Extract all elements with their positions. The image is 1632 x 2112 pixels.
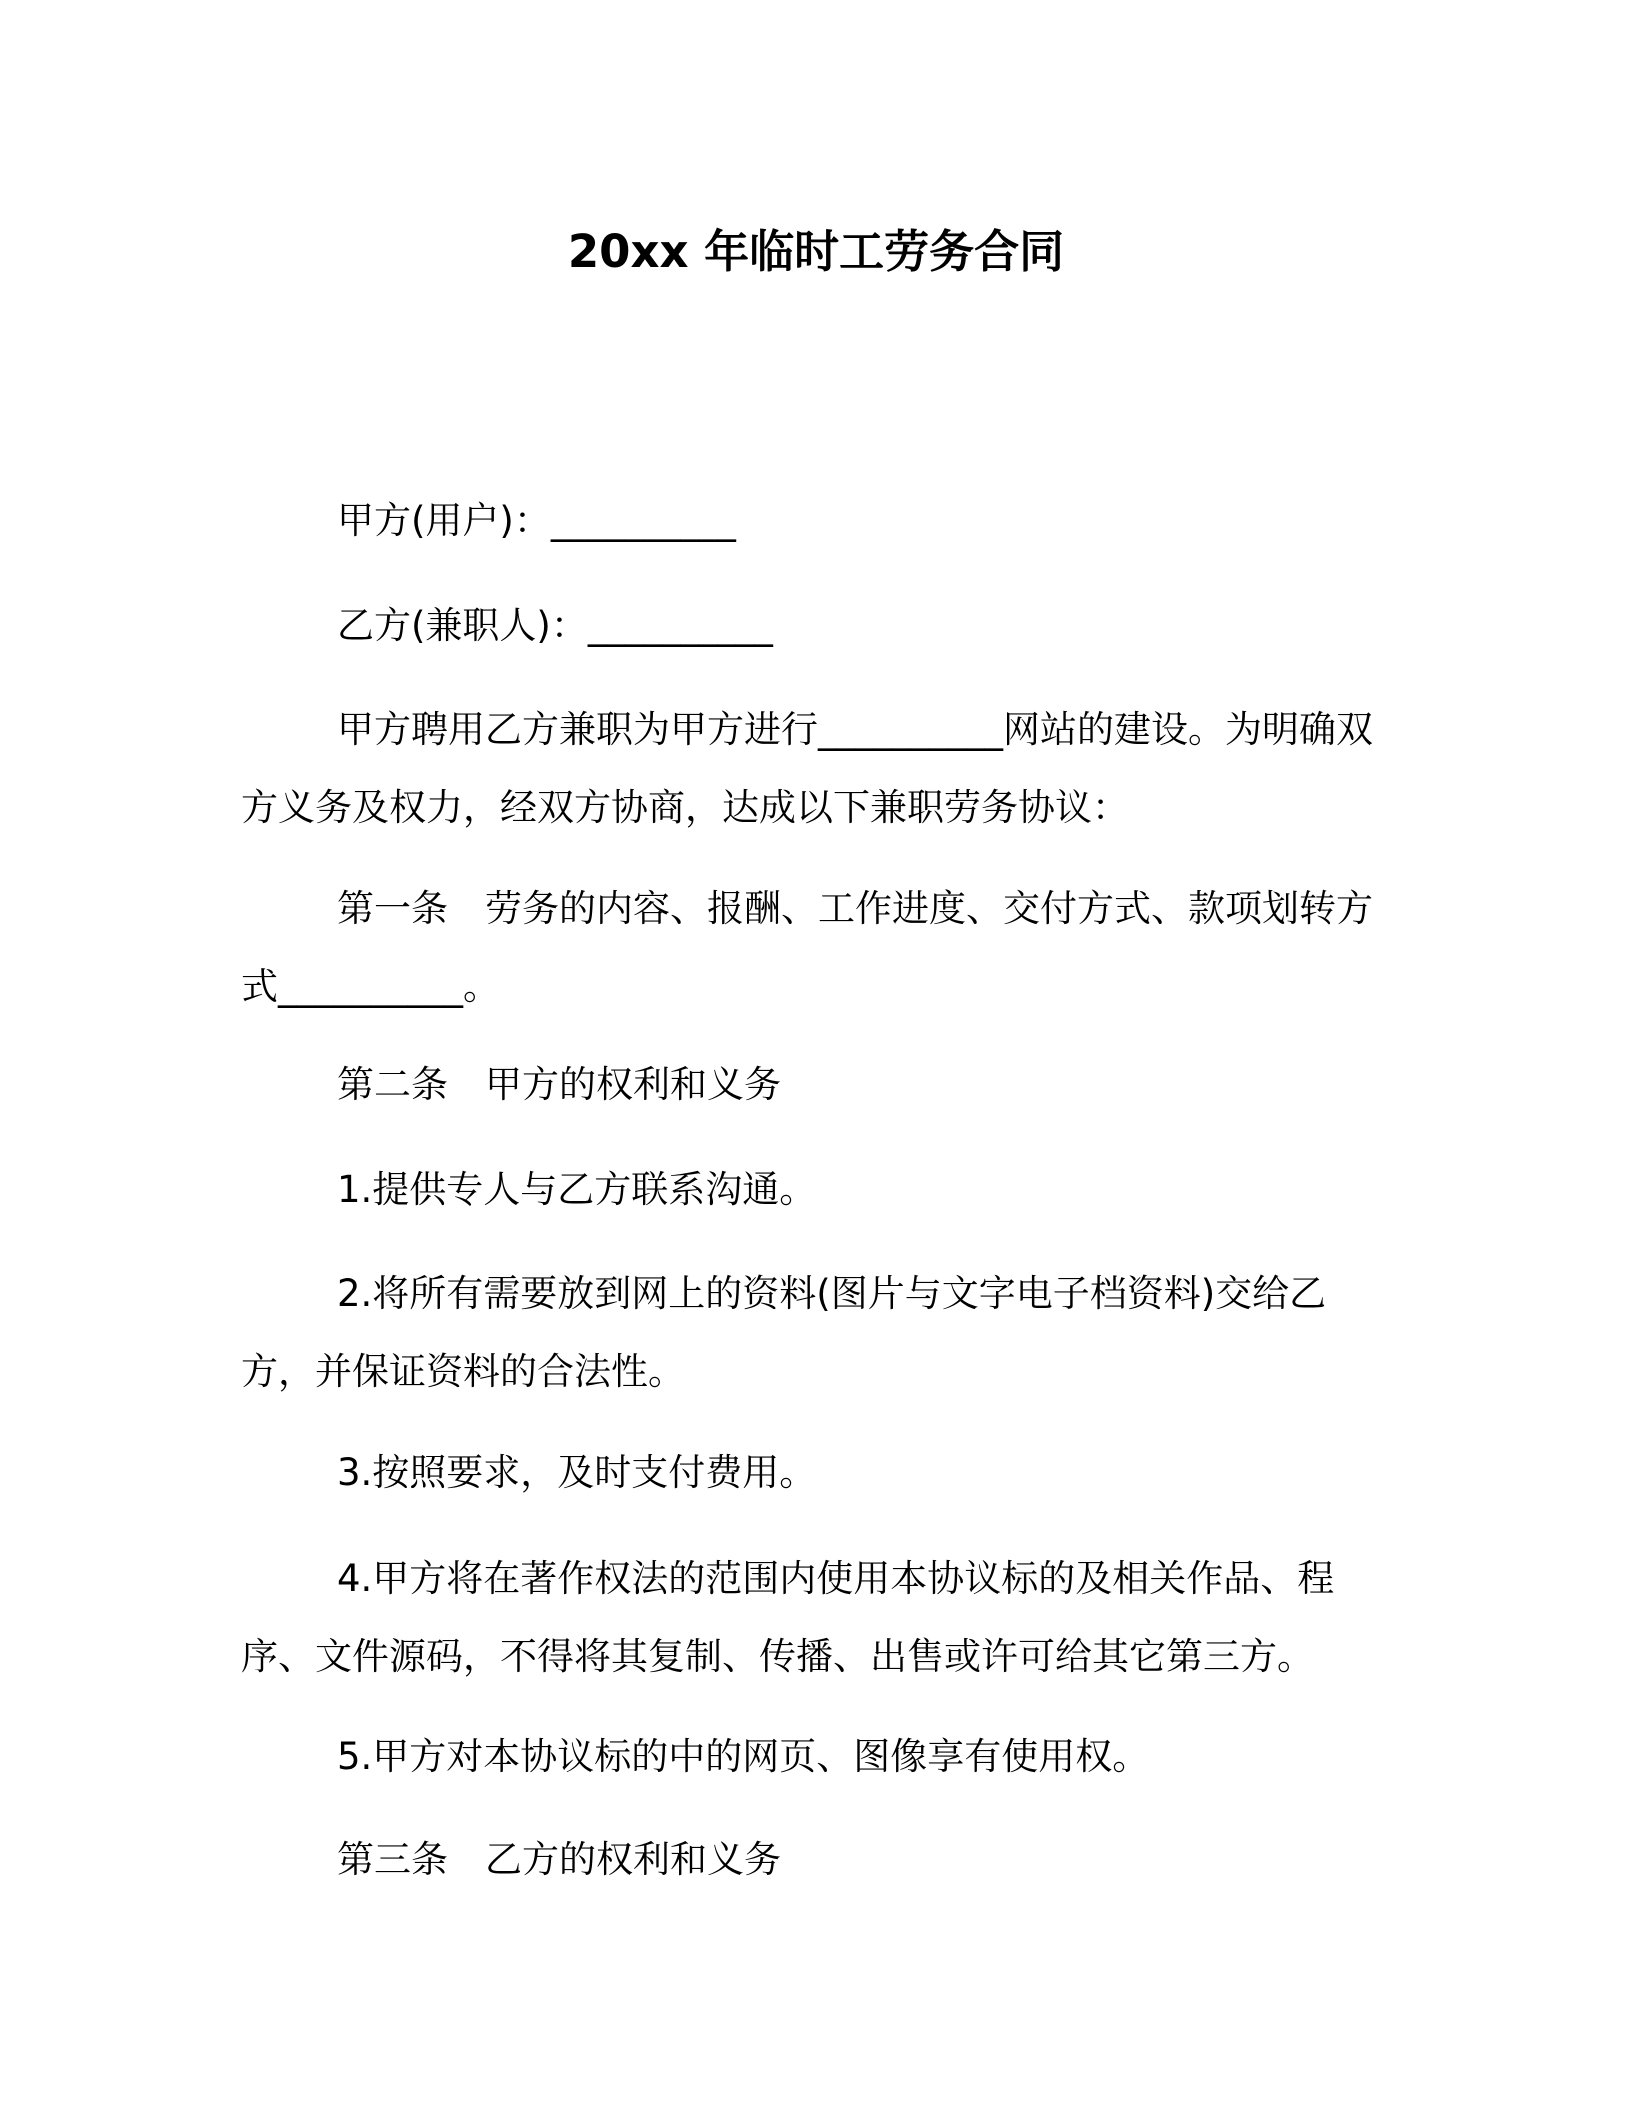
article-2-item-4: 4.甲方将在著作权法的范围内使用本协议标的及相关作品、程序、文件源码，不得将其复制、传播、出售或许可给其它第三方。	[241, 1557, 1335, 1678]
article-2-heading: 第二条 甲方的权利和义务	[337, 1063, 781, 1106]
article-2-item-1: 1.提供专人与乙方联系沟通。	[337, 1168, 817, 1211]
article-2-item-2: 2.将所有需要放到网上的资料(图片与文字电子档资料)交给乙方，并保证资料的合法性。	[241, 1272, 1327, 1393]
document-title: 20xx 年临时工劳务合同	[567, 225, 1065, 278]
party-b-line: 乙方(兼职人)：__________	[337, 604, 773, 647]
article-2-item-3: 3.按照要求，及时支付费用。	[337, 1451, 817, 1494]
party-a-line: 甲方(用户)：__________	[337, 499, 736, 542]
article-2-item-5: 5.甲方对本协议标的中的网页、图像享有使用权。	[337, 1735, 1150, 1778]
article-3-heading: 第三条 乙方的权利和义务	[337, 1838, 781, 1881]
intro-paragraph: 甲方聘用乙方兼职为甲方进行__________网站的建设。为明确双方义务及权力，经双方协商，达成以下兼职劳务协议：	[241, 708, 1373, 829]
article-1: 第一条 劳务的内容、报酬、工作进度、交付方式、款项划转方式__________。	[241, 887, 1373, 1008]
